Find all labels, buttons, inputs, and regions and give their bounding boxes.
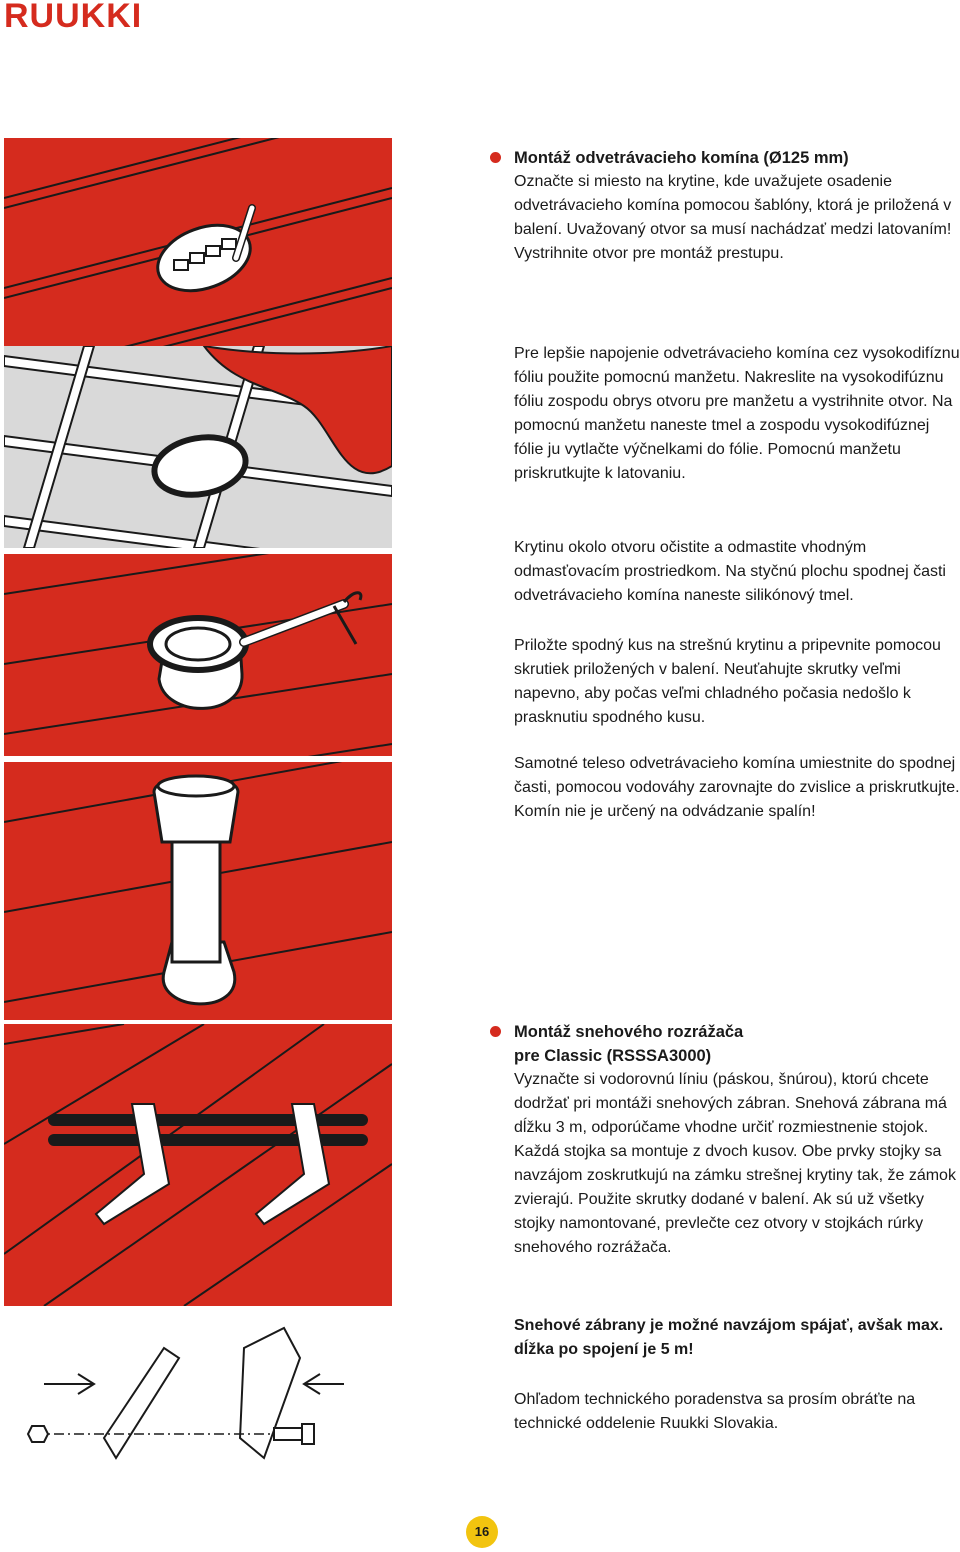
vent-step-4-block: [514, 634, 960, 730]
snow-guard-note: Snehové zábrany je možné navzájom spájať, avšak max. dĺžka po spojení je 5 m!: [514, 1317, 944, 1358]
illustration-ventilation-pipe: [4, 762, 392, 1020]
vent-step-4: Priložte spodný kus na strešnú krytinu a pripevnite pomocou skrutiek priložených v balení. Neuťahujte skrutky veľmi napevno, aby počas veľmi chladného počasia nedošlo k prasknutiu spodného kusu.: [514, 637, 941, 726]
illustration-sealant-application: [4, 554, 392, 756]
page-number: 16: [466, 1516, 498, 1548]
vent-step-5: Samotné teleso odvetrávacieho komína umiestnite do spodnej časti, pomocou vodováhy zarovnajte do zvislice a priskrutkujte. Komín nie je určený na odvádzanie spalín!: [514, 755, 960, 820]
bullet-icon: [490, 1026, 501, 1037]
illustration-snow-guard-mounted: [4, 1024, 392, 1306]
vent-heading-text: Montáž odvetrávacieho komína (Ø125 mm): [514, 149, 849, 167]
snow-guard-body: Vyznačte si vodorovnú líniu (páskou, šnúrou), ktorú chcete dodržať pri montáži snehových zábran. Snehová zábrana má dĺžku 3 m, odporúčame vhodne určiť rozmiestnenie stojok. Každá stojka sa montuje z dvoch kusov. Obe prvky stojky sa navzájom zoskrutkujú na zámku strešnej krytiny tak, že zámok zvierajú. Použite skrutky dodané v balení. Ak sú už všetky stojky namontované, prevlečte cez otvory v stojkách rúrky snehového rozrážača.: [514, 1071, 956, 1256]
contact-text: Ohľadom technického poradenstva sa prosím obráťte na technické oddelenie Ruukki Slovakia.: [514, 1391, 916, 1432]
snow-guard-note-block: [514, 1314, 960, 1362]
vent-step-3: Krytinu okolo otvoru očistite a odmastite vhodným odmasťovacím prostriedkom. Na styčnú plochu spodnej časti odvetrávacieho komína naneste silikónový tmel.: [514, 539, 946, 604]
ruukki-logo: RUUKKI: [4, 0, 143, 35]
snow-guard-section: [514, 1020, 960, 1260]
illustration-bracket-parts: [4, 1308, 392, 1478]
bullet-icon: [490, 152, 501, 163]
illustration-template-marking: [4, 138, 392, 348]
snow-guard-heading-line1: Montáž snehového rozrážača: [514, 1023, 744, 1041]
vent-step-2: Pre lepšie napojenie odvetrávacieho komína cez vysokodifíznu fóliu použite pomocnú manžetu. Nakreslite na vysokodifúznu fóliu zospodu obrys otvoru pre manžetu a vystrihnite otvor. Na pomocnú manžetu naneste tmel a zospodu vysokodifúznej fólie ju vytlačte výčnelkami do fólie. Pomocnú manžetu priskrutkujte k latovaniu.: [514, 345, 960, 482]
vent-installation-section: [514, 146, 960, 266]
vent-step-3-block: [514, 536, 960, 608]
vent-step-5-block: [514, 752, 960, 824]
illustration-membrane-collar: [4, 346, 392, 548]
snow-guard-subheading: pre Classic (RSSSA3000): [514, 1047, 712, 1065]
contact-block: [514, 1388, 960, 1436]
vent-step-1: Označte si miesto na krytine, kde uvažujete osadenie odvetrávacieho komína pomocou šablóny, ktorá je priložená v balení. Uvažovaný otvor sa musí nachádzať medzi latovaním! Vystrihnite otvor pre montáž prestupu.: [514, 173, 952, 262]
vent-installation-heading: [514, 146, 960, 170]
vent-step-2-block: [514, 342, 960, 486]
snow-guard-heading: [514, 1020, 960, 1044]
